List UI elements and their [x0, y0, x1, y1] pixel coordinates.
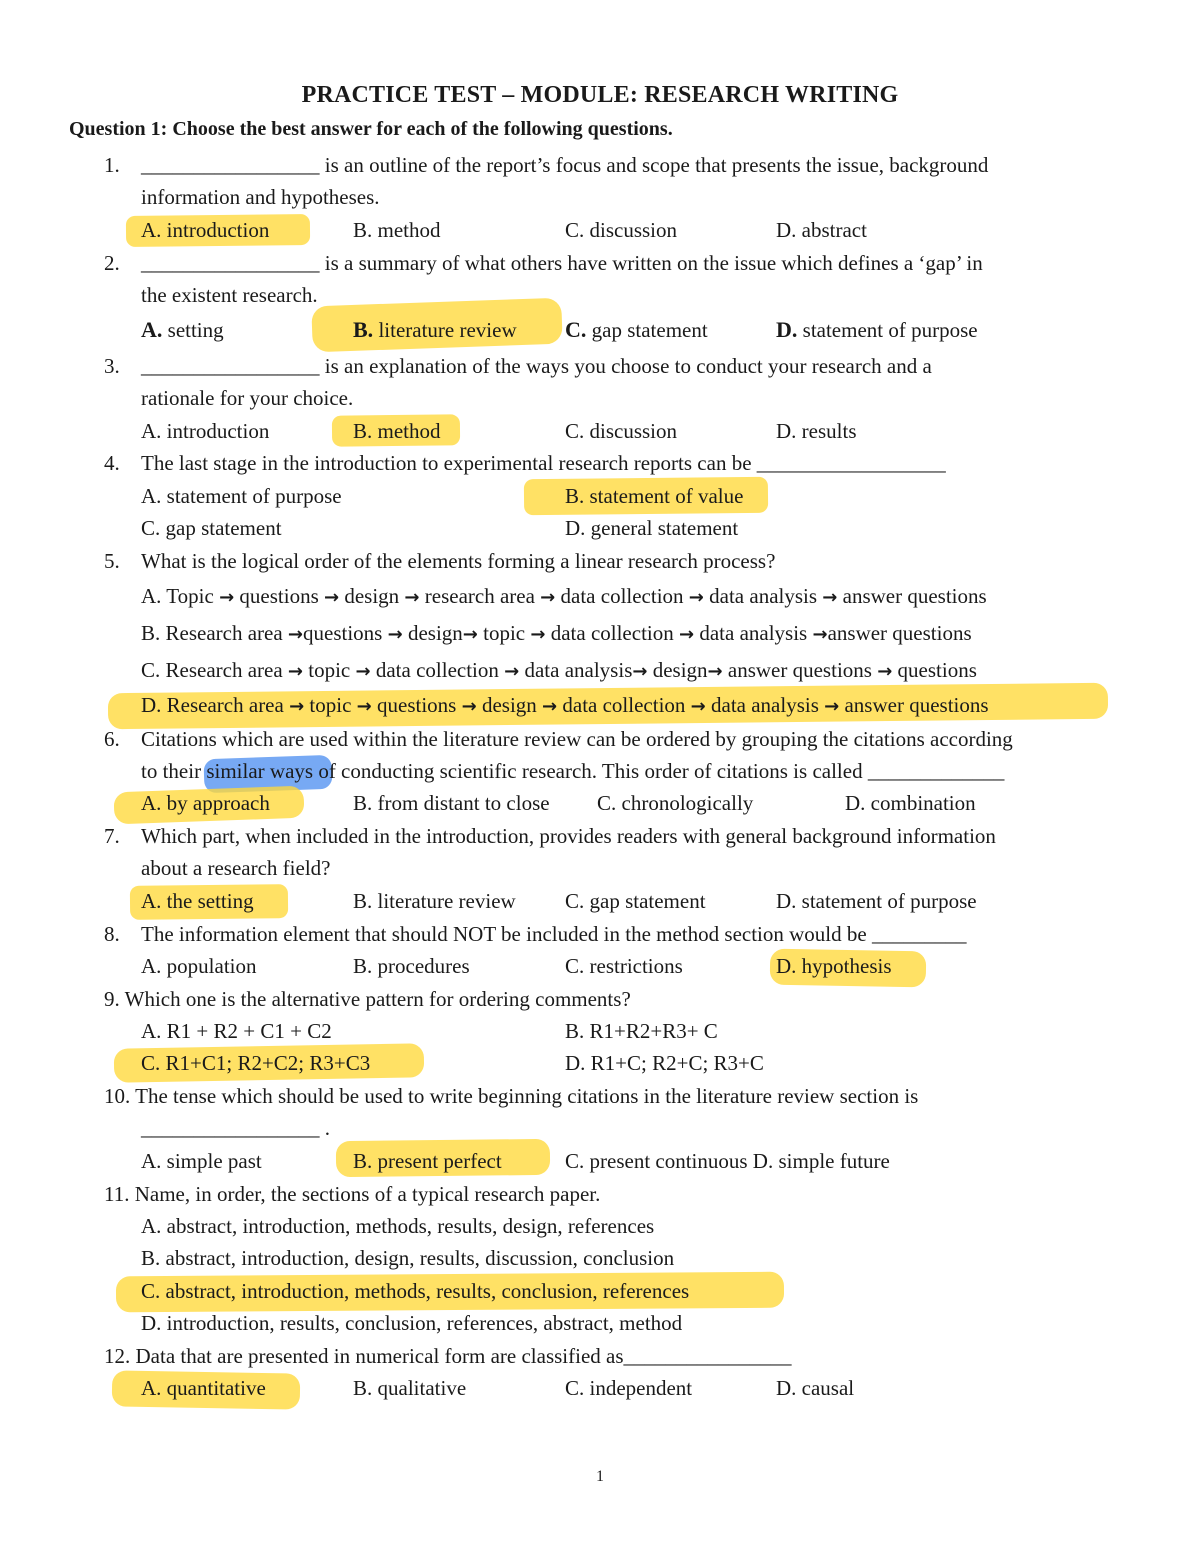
answer-option[interactable] [141, 619, 972, 649]
sequence-step: data analysis [694, 621, 813, 645]
answer-option[interactable]: D. combination [845, 791, 976, 815]
answer-option[interactable]: D. results [776, 419, 857, 443]
page-title: PRACTICE TEST – MODULE: RESEARCH WRITING [301, 82, 899, 108]
answer-option[interactable]: C. present continuous D. simple future [565, 1149, 890, 1173]
answer-option[interactable]: B. present perfect [353, 1149, 502, 1173]
answer-option[interactable]: B. procedures [353, 954, 470, 978]
sequence-step: design [476, 693, 543, 717]
arrow-right-icon: → [632, 661, 648, 682]
arrow-right-icon: → [812, 624, 828, 645]
arrow-right-icon: → [504, 661, 520, 682]
question-text: about a research field? [141, 856, 331, 880]
answer-option[interactable]: D. statement of purpose [776, 889, 977, 913]
answer-option[interactable]: A. R1 + R2 + C1 + C2 [141, 1019, 332, 1043]
answer-option[interactable]: D. introduction, results, conclusion, references, abstract, method [141, 1311, 683, 1335]
sequence-step: questions [303, 621, 388, 645]
answer-option[interactable]: C. restrictions [565, 954, 683, 978]
arrow-right-icon: → [355, 661, 371, 682]
arrow-right-icon: → [219, 587, 235, 608]
sequence-step: B. Research area [141, 621, 288, 645]
answer-option[interactable]: C. discussion [565, 419, 678, 443]
arrow-right-icon: → [690, 696, 706, 717]
answer-option[interactable]: C. R1+C1; R2+C2; R3+C3 [141, 1051, 371, 1075]
sequence-step: data collection [555, 584, 689, 608]
answer-option[interactable]: C. independent [565, 1376, 693, 1400]
answer-option[interactable]: C. chronologically [597, 791, 754, 815]
answer-option[interactable]: A. population [141, 954, 257, 978]
answer-option[interactable]: B. literature review [353, 889, 516, 913]
arrow-right-icon: → [542, 696, 558, 717]
sequence-step: data collection [545, 621, 679, 645]
sequence-step: topic [303, 658, 356, 682]
arrow-right-icon: → [530, 624, 546, 645]
arrow-right-icon: → [688, 587, 704, 608]
question-number: 5. [104, 549, 120, 573]
question-text: _________________ is an explanation of the ways you choose to conduct your research and a [141, 354, 932, 378]
answer-option[interactable]: D. R1+C; R2+C; R3+C [565, 1051, 764, 1075]
arrow-right-icon: → [324, 587, 340, 608]
question-text: _________________ is an outline of the report’s focus and scope that presents the issue, background [141, 153, 989, 177]
arrow-right-icon: → [707, 661, 723, 682]
answer-option[interactable]: A. the setting [141, 889, 254, 913]
answer-option[interactable] [141, 691, 989, 721]
answer-option[interactable]: B. R1+R2+R3+ C [565, 1019, 718, 1043]
answer-option[interactable]: D. hypothesis [776, 954, 892, 978]
sequence-step: C. Research area [141, 658, 288, 682]
arrow-right-icon: → [404, 587, 420, 608]
sequence-step: design [339, 584, 405, 608]
question-text: _________________ is a summary of what others have written on the issue which defines a ‘gap’ in [141, 251, 983, 275]
sequence-step: data analysis [703, 584, 823, 608]
answer-option[interactable]: B. literature review [353, 317, 517, 342]
answer-option[interactable]: A. simple past [141, 1149, 262, 1173]
sequence-step: data analysis [519, 658, 633, 682]
arrow-right-icon: → [462, 624, 478, 645]
arrow-right-icon: → [540, 587, 556, 608]
answer-option[interactable]: D. statement of purpose [776, 317, 978, 342]
question-text: What is the logical order of the elements forming a linear research process? [141, 549, 776, 573]
answer-option[interactable]: A. introduction [141, 218, 270, 242]
answer-option[interactable]: B. statement of value [565, 484, 744, 508]
question-text: _________________ . [141, 1116, 330, 1140]
question-text: the existent research. [141, 283, 318, 307]
question-number: 1. [104, 153, 120, 177]
arrow-right-icon: → [287, 661, 304, 682]
arrow-right-icon: → [824, 696, 840, 717]
sequence-step: topic [304, 693, 357, 717]
arrow-right-icon: → [387, 624, 403, 645]
answer-option[interactable]: A. setting [141, 317, 224, 342]
question-text: 9. Which one is the alternative pattern for ordering comments? [104, 987, 631, 1011]
arrow-right-icon: → [877, 661, 893, 682]
answer-option[interactable]: A. statement of purpose [141, 484, 342, 508]
sequence-step: data analysis [705, 693, 825, 717]
answer-option[interactable]: B. abstract, introduction, design, results, discussion, conclusion [141, 1246, 675, 1270]
arrow-right-icon: → [356, 696, 372, 717]
sequence-step: questions [234, 584, 324, 608]
sequence-step: data collection [370, 658, 505, 682]
question-number: 6. [104, 727, 120, 751]
answer-option[interactable]: C. discussion [565, 218, 678, 242]
sequence-step: questions [371, 693, 462, 717]
question-number: 2. [104, 251, 120, 275]
question-text: 12. Data that are presented in numerical form are classified as________________ [104, 1344, 792, 1368]
question-text: 10. The tense which should be used to write beginning citations in the literature review section is [104, 1084, 919, 1108]
question-text: The last stage in the introduction to experimental research reports can be __________________ [141, 451, 946, 475]
question-number: 8. [104, 922, 120, 946]
sequence-step: design [402, 621, 463, 645]
answer-option[interactable]: A. introduction [141, 419, 270, 443]
answer-option[interactable]: B. from distant to close [353, 791, 550, 815]
sequence-step: answer questions [722, 658, 878, 682]
answer-option[interactable]: A. by approach [141, 791, 270, 815]
sequence-step: research area [419, 584, 541, 608]
answer-option[interactable]: A. abstract, introduction, methods, results, design, references [141, 1214, 655, 1238]
answer-option[interactable]: C. gap statement [141, 516, 282, 540]
answer-option[interactable]: C. gap statement [565, 317, 708, 342]
sequence-step: A. Topic [141, 584, 220, 608]
page-number: 1 [596, 1468, 604, 1485]
question-number: 4. [104, 451, 120, 475]
answer-option[interactable]: B. method [353, 419, 441, 443]
answer-option[interactable]: B. method [353, 218, 441, 242]
answer-option[interactable] [141, 582, 987, 612]
question-number: 7. [104, 824, 120, 848]
sequence-step: questions [892, 658, 977, 682]
answer-option[interactable]: D. abstract [776, 218, 867, 242]
sequence-step: design [647, 658, 708, 682]
question-text: 11. Name, in order, the sections of a typical research paper. [104, 1182, 601, 1206]
question-text: The information element that should NOT be included in the method section would be _________ [141, 922, 967, 946]
question-text: Which part, when included in the introduction, provides readers with general background information [141, 824, 996, 848]
sequence-step: answer questions [839, 693, 989, 717]
question-text: information and hypotheses. [141, 185, 380, 209]
arrow-right-icon: → [822, 587, 838, 608]
answer-option[interactable]: C. gap statement [565, 889, 706, 913]
question-text: Citations which are used within the literature review can be ordered by grouping the citations according [141, 727, 1013, 751]
arrow-right-icon: → [679, 624, 695, 645]
instruction: Question 1: Choose the best answer for each of the following questions. [69, 118, 673, 140]
question-text: to their similar ways of conducting scientific research. This order of citations is called _____________ [141, 759, 1005, 783]
sequence-step: data collection [557, 693, 691, 717]
sequence-step: answer questions [837, 584, 987, 608]
arrow-right-icon: → [461, 696, 477, 717]
arrow-right-icon: → [287, 624, 304, 645]
question-number: 3. [104, 354, 120, 378]
answer-option[interactable]: D. causal [776, 1376, 855, 1400]
arrow-right-icon: → [289, 696, 305, 717]
answer-option[interactable]: A. quantitative [141, 1376, 266, 1400]
question-text: rationale for your choice. [141, 386, 354, 410]
answer-option[interactable]: D. general statement [565, 516, 739, 540]
answer-option[interactable] [141, 656, 977, 686]
sequence-step: answer questions [827, 621, 972, 645]
answer-option[interactable]: C. abstract, introduction, methods, results, conclusion, references [141, 1279, 690, 1303]
answer-option[interactable]: B. qualitative [353, 1376, 467, 1400]
sequence-step: topic [477, 621, 531, 645]
sequence-step: D. Research area [141, 693, 290, 717]
